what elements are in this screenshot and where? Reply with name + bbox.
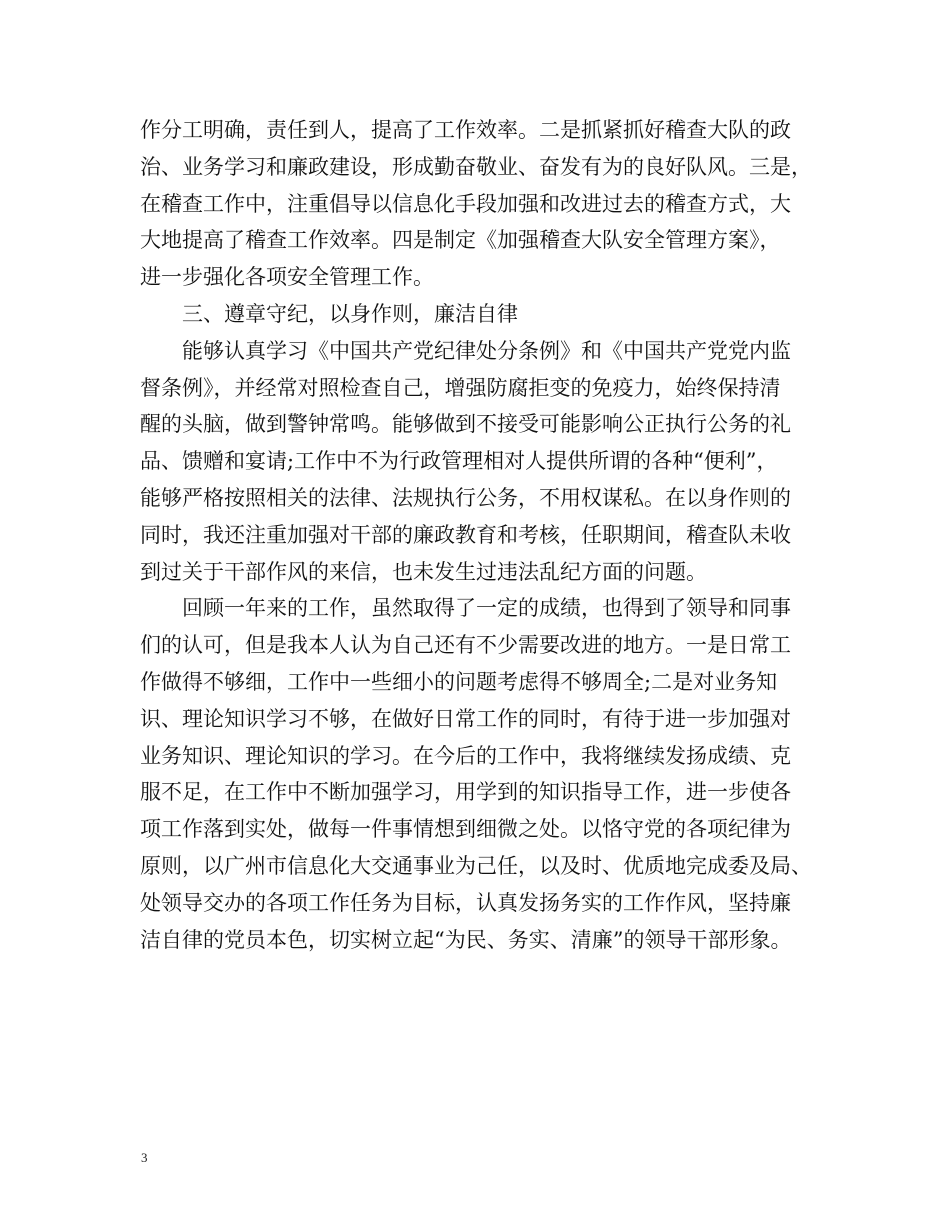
text-line: 治、业务学习和廉政建设，形成勤奋敬业、奋发有为的良好队风。三是，	[140, 154, 812, 179]
text-line: 原则，以广州市信息化大交通事业为己任，以及时、优质地完成委及局、	[140, 853, 812, 878]
text-line: 能够严格按照相关的法律、法规执行公务，不用权谋私。在以身作则的	[140, 485, 791, 510]
text-line: 作分工明确，责任到人，提高了工作效率。二是抓紧抓好稽查大队的政	[140, 118, 791, 142]
text-line: 进一步强化各项安全管理工作。	[140, 265, 434, 290]
text-line: 品、馈赠和宴请;工作中不为行政管理相对人提供所谓的各种“便利”，	[140, 449, 778, 474]
text-line: 督条例》，并经常对照检查自己，增强防腐拒变的免疫力，始终保持清	[140, 375, 781, 400]
page-number: 3	[141, 1150, 148, 1165]
text-line: 业务知识、理论知识的学习。在今后的工作中，我将继续发扬成绩、克	[140, 743, 791, 768]
text-line: 作做得不够细，工作中一些细小的问题考虑得不够周全;二是对业务知	[140, 669, 778, 694]
text-line: 处领导交办的各项工作任务为目标，认真发扬务实的工作作风，坚持廉	[140, 890, 791, 915]
text-line: 能够认真学习《中国共产党纪律处分条例》和《中国共产党党内监	[182, 338, 791, 363]
text-line: 到过关于干部作风的来信，也未发生过违法乱纪方面的问题。	[140, 559, 707, 584]
text-line: 服不足，在工作中不断加强学习，用学到的知识指导工作，进一步使各	[140, 780, 791, 805]
section-heading: 三、遵章守纪，以身作则，廉洁自律	[182, 301, 518, 326]
text-line: 醒的头脑，做到警钟常鸣。能够做到不接受可能影响公正执行公务的礼	[140, 412, 791, 437]
text-line: 大地提高了稽查工作效率。四是制定《加强稽查大队安全管理方案》，	[140, 228, 781, 253]
text-line: 同时，我还注重加强对干部的廉政教育和考核，任职期间，稽查队未收	[140, 522, 791, 547]
text-line: 洁自律的党员本色，切实树立起“为民、务实、清廉”的领导干部形象。	[140, 927, 792, 952]
text-line: 回顾一年来的工作，虽然取得了一定的成绩，也得到了领导和同事	[182, 596, 791, 621]
document-body	[140, 112, 830, 958]
text-line: 在稽查工作中，注重倡导以信息化手段加强和改进过去的稽查方式，大	[140, 191, 791, 216]
text-line: 项工作落到实处，做每一件事情想到细微之处。以恪守党的各项纪律为	[140, 817, 791, 842]
text-line: 识、理论知识学习不够，在做好日常工作的同时，有待于进一步加强对	[140, 706, 791, 731]
text-line: 们的认可，但是我本人认为自己还有不少需要改进的地方。一是日常工	[140, 633, 791, 658]
